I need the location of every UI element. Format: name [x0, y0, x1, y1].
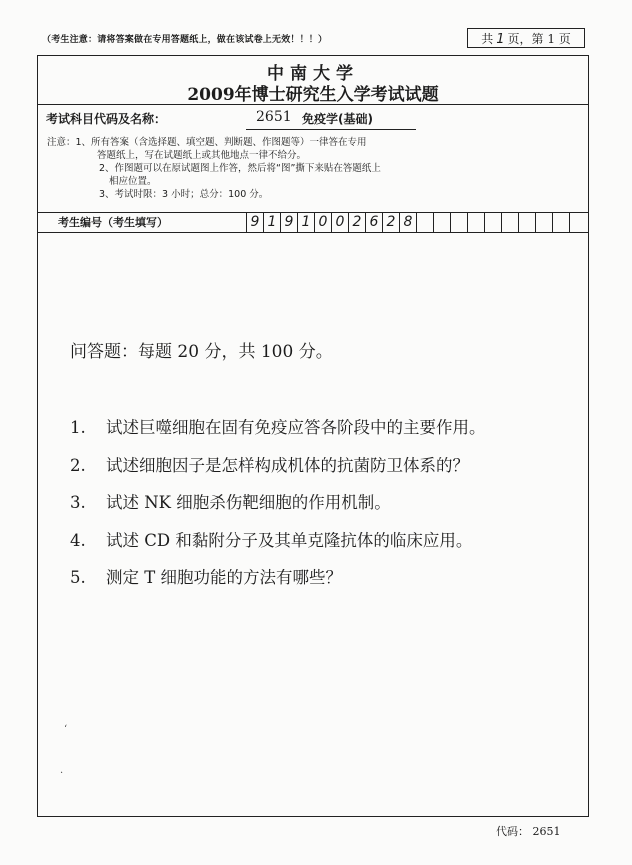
subject-label: 考试科目代码及名称：: [46, 112, 167, 126]
id-digit-box: [535, 212, 552, 232]
id-digit-box: [450, 212, 467, 232]
id-digit-box: 6: [365, 212, 382, 232]
note-line: 3、考试时限：3 小时；总分：100 分。: [99, 189, 269, 200]
id-digit-box: 2: [348, 212, 365, 232]
id-digit-box: 1: [297, 212, 314, 232]
question-text: 试述 NK 细胞杀伤靶细胞的作用机制。: [106, 493, 391, 512]
exam-title: 2009年博士研究生入学考试试题: [187, 85, 439, 105]
scan-speck-mark: ‘: [64, 724, 68, 735]
subject-code: 2651: [256, 109, 292, 125]
question-number: 5.: [70, 568, 86, 587]
note-line: 相应位置。: [109, 176, 157, 187]
id-digit-box: [569, 212, 586, 232]
id-digit-box: [467, 212, 484, 232]
footer-code-value: 2651: [532, 825, 561, 838]
page-total: 1: [496, 32, 505, 47]
id-digit-box: [518, 212, 535, 232]
section-intro: 问答题：每题 20 分，共 100 分。: [70, 342, 333, 362]
id-digit-box: [484, 212, 501, 232]
id-digit-box: 0: [331, 212, 348, 232]
footer-code: [496, 823, 561, 839]
id-digit-box: [501, 212, 518, 232]
subject-underline: [246, 129, 416, 130]
question-item: [70, 527, 486, 565]
page-suffix: 页，第 1 页: [507, 32, 571, 46]
question-item: [70, 489, 486, 527]
id-digit-box: 1: [263, 212, 280, 232]
question-number: 1.: [70, 418, 86, 437]
subject-name: 免疫学(基础): [302, 112, 373, 126]
question-number: 2.: [70, 455, 86, 475]
note-line: 2、作图题可以在原试题图上作答，然后将“图”撕下来贴在答题纸上: [99, 163, 381, 174]
page-prefix: 共: [481, 32, 494, 46]
footer-code-label: 代码：: [496, 825, 529, 838]
question-item: [70, 452, 486, 490]
question-text: 试述巨噬细胞在固有免疫应答各阶段中的主要作用。: [106, 418, 486, 437]
id-digit-box: 9: [246, 212, 263, 232]
scan-speck-mark: ·: [60, 768, 64, 779]
id-digit-box: 9: [280, 212, 297, 232]
note-line: 答题纸上，写在试题纸上或其他地点一律不给分。: [97, 150, 307, 161]
id-digit-box: [416, 212, 433, 232]
question-list: [70, 414, 486, 602]
note-line: 注意：1、所有答案（含选择题、填空题、判断题、作图题等）一律答在专用: [47, 137, 367, 148]
question-text: 试述细胞因子是怎样构成机体的抗菌防卫体系的？: [106, 455, 469, 475]
question-text: 试述 CD 和黏附分子及其单克隆抗体的临床应用。: [106, 530, 473, 550]
id-digit-box: [552, 212, 569, 232]
candidate-id-boxes: [246, 212, 586, 232]
candidate-id-row: [38, 212, 588, 232]
exam-notes: [47, 136, 381, 201]
question-text: 测定 T 细胞功能的方法有哪些？: [106, 568, 342, 587]
university-name: 中南大学: [267, 64, 359, 84]
id-digit-box: [433, 212, 450, 232]
candidate-id-label: 考生编号（考生填写）: [58, 216, 168, 229]
id-digit-box: 2: [382, 212, 399, 232]
question-item: [70, 414, 486, 452]
question-number: 3.: [70, 493, 86, 512]
exam-notice: （考生注意：请将答案做在专用答题纸上，做在该试卷上无效！！！）: [42, 35, 328, 45]
page-counter: [467, 28, 585, 48]
question-number: 4.: [70, 530, 86, 550]
divider-line: [38, 104, 588, 105]
divider-line: [38, 232, 588, 233]
question-item: [70, 564, 486, 602]
id-digit-box: 8: [399, 212, 416, 232]
id-digit-box: 0: [314, 212, 331, 232]
